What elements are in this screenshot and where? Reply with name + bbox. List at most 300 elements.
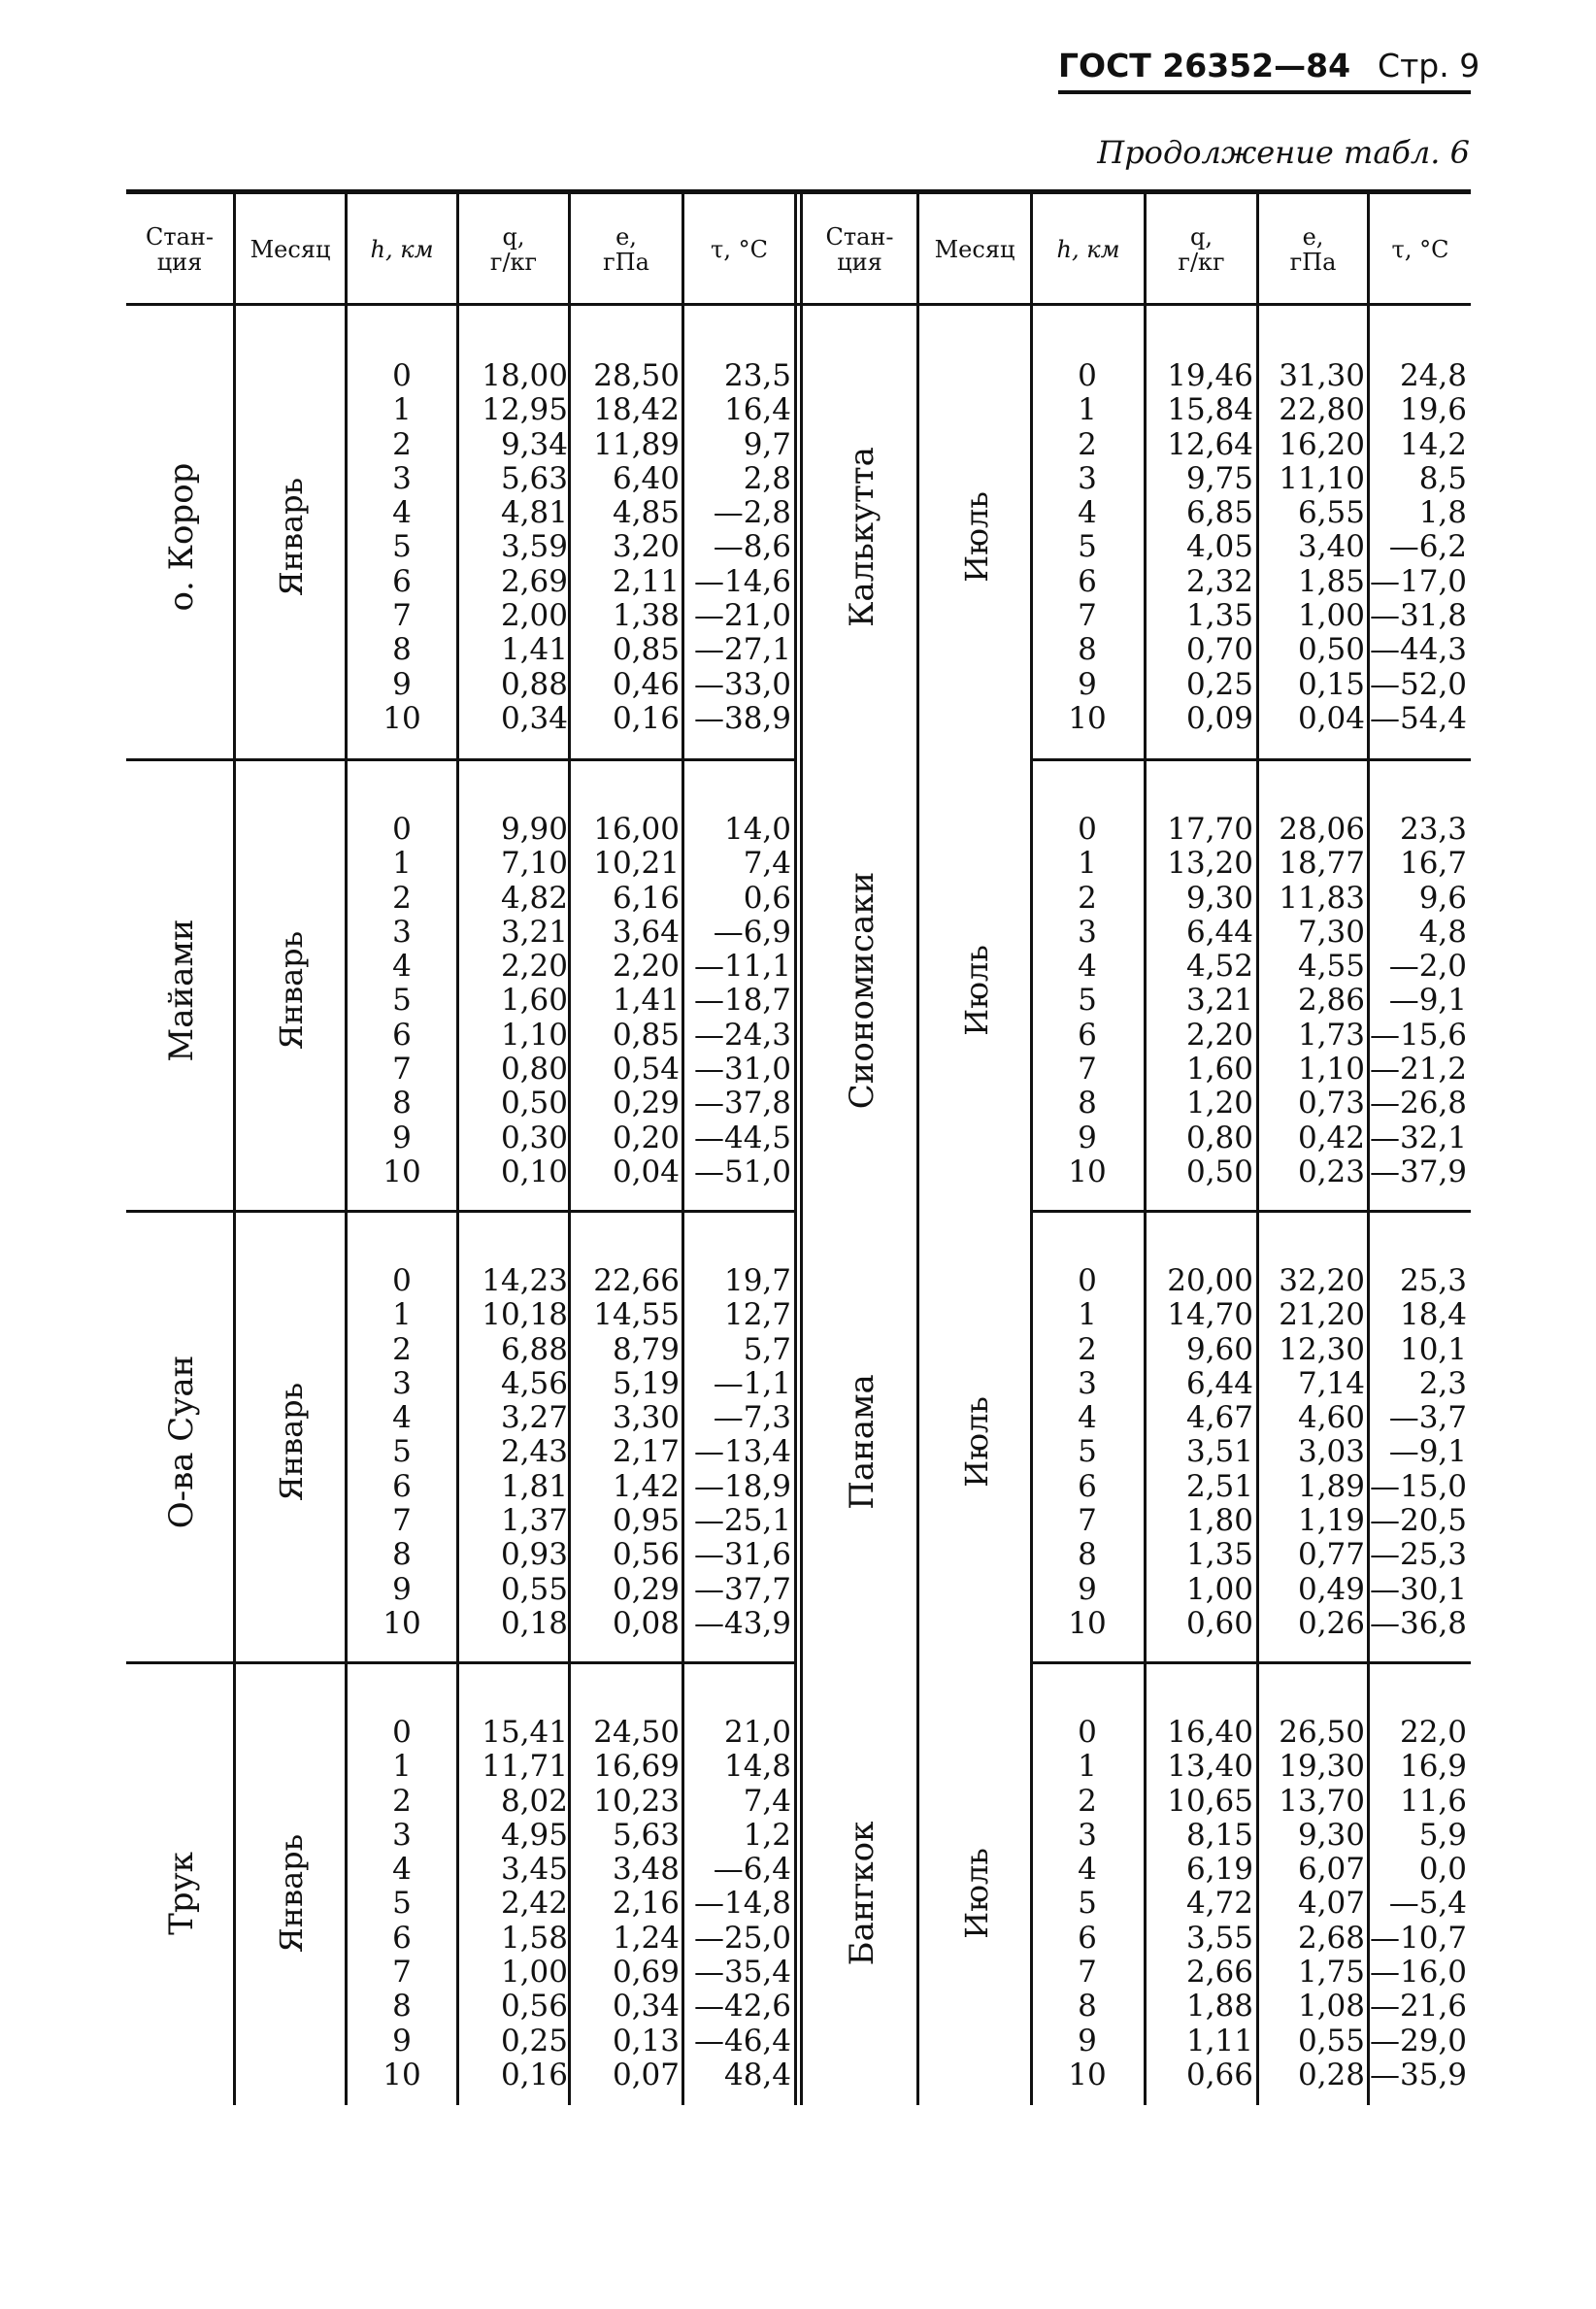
table-cell: 1 bbox=[392, 1297, 412, 1333]
table-cell: 2,42 bbox=[500, 1886, 568, 1922]
table-cell: —35,9 bbox=[1370, 2057, 1468, 2092]
table-cell: 6,55 bbox=[1297, 495, 1365, 531]
table-cell: 1,8 bbox=[1418, 495, 1467, 531]
table-cell: 12,30 bbox=[1279, 1331, 1365, 1367]
humidity-q-column bbox=[459, 813, 568, 1189]
table-cell: 4,55 bbox=[1297, 949, 1365, 985]
table-cell: 5,9 bbox=[1418, 1817, 1467, 1853]
table-cell: —37,7 bbox=[693, 1571, 791, 1607]
table-cell: 3,21 bbox=[500, 914, 568, 950]
table-cell: 3 bbox=[1078, 1365, 1097, 1401]
table-cell: 10,18 bbox=[482, 1297, 568, 1333]
table-cell: 0 bbox=[392, 358, 412, 393]
table-cell: 3,45 bbox=[500, 1852, 568, 1888]
table-cell: 10 bbox=[1068, 1154, 1107, 1189]
table-cell: —29,0 bbox=[1370, 2023, 1468, 2058]
table-cell: 0,50 bbox=[500, 1086, 568, 1121]
table-cell: 2 bbox=[392, 1783, 412, 1819]
table-cell: 0,6 bbox=[743, 880, 791, 916]
table-cell: 1 bbox=[1078, 846, 1097, 882]
table-cell: 3 bbox=[1078, 460, 1097, 496]
table-cell: 1,60 bbox=[500, 983, 568, 1019]
col-header-t-left: τ, °C bbox=[711, 235, 768, 263]
table-cell: 2 bbox=[1078, 1783, 1097, 1819]
table-cell: 1,42 bbox=[612, 1468, 680, 1504]
table-cell: 9 bbox=[392, 2023, 412, 2058]
table-cell: 8 bbox=[392, 1989, 412, 2025]
table-cell: 1,35 bbox=[1185, 598, 1253, 634]
table-cell: 2,86 bbox=[1297, 983, 1365, 1019]
table-cell: 6,19 bbox=[1185, 1852, 1253, 1888]
table-cell: 14,70 bbox=[1167, 1297, 1253, 1333]
table-cell: 16,69 bbox=[593, 1749, 680, 1785]
table-cell: 0,04 bbox=[612, 1154, 680, 1189]
temperature-column bbox=[684, 1264, 791, 1641]
table-cell: 0,26 bbox=[1297, 1605, 1365, 1641]
table-cell: 1,41 bbox=[500, 632, 568, 668]
table-cell: 7 bbox=[392, 1955, 412, 1991]
table-cell: —25,1 bbox=[693, 1503, 791, 1539]
table-cell: 7 bbox=[392, 1052, 412, 1088]
table-cell: 21,20 bbox=[1279, 1297, 1365, 1333]
table-cell: 1 bbox=[392, 846, 412, 882]
table-cell: 2,3 bbox=[1418, 1365, 1467, 1401]
table-cell: 0,07 bbox=[612, 2057, 680, 2092]
table-cell: 1,10 bbox=[500, 1017, 568, 1053]
col-header-month-right: Месяц bbox=[934, 235, 1015, 263]
table-cell: —21,6 bbox=[1370, 1989, 1468, 2025]
table-cell: 2 bbox=[1078, 426, 1097, 462]
station-block bbox=[0, 762, 1596, 1219]
table-cell: 3,20 bbox=[612, 529, 680, 565]
table-cell: 8,02 bbox=[500, 1783, 568, 1819]
table-cell: 5,63 bbox=[500, 460, 568, 496]
table-cell: 18,77 bbox=[1279, 846, 1365, 882]
table-cell: 18,4 bbox=[1399, 1297, 1467, 1333]
table-cell: 4,72 bbox=[1185, 1886, 1253, 1922]
table-cell: 0,56 bbox=[612, 1537, 680, 1573]
table-cell: 6 bbox=[392, 563, 412, 599]
table-cell: —7,3 bbox=[713, 1400, 791, 1436]
table-cell: 3,48 bbox=[612, 1852, 680, 1888]
table-cell: 2,66 bbox=[1185, 1955, 1253, 1991]
table-cell: 1,20 bbox=[1185, 1086, 1253, 1121]
table-cell: 10,65 bbox=[1167, 1783, 1253, 1819]
month-name-text: Июль bbox=[958, 1396, 995, 1488]
table-cell: 5 bbox=[392, 529, 412, 565]
table-cell: —16,0 bbox=[1370, 1955, 1468, 1991]
table-cell: 24,50 bbox=[593, 1715, 680, 1750]
table-cell: 1 bbox=[1078, 1749, 1097, 1785]
table-cell: —20,5 bbox=[1370, 1503, 1468, 1539]
table-cell: —44,5 bbox=[693, 1120, 791, 1155]
temperature-column bbox=[1370, 813, 1467, 1189]
table-cell: 32,20 bbox=[1279, 1263, 1365, 1298]
table-cell: 1,08 bbox=[1297, 1989, 1365, 2025]
table-cell: 0,54 bbox=[612, 1052, 680, 1088]
table-cell: 18,00 bbox=[482, 358, 568, 393]
table-cell: 4,85 bbox=[612, 495, 680, 531]
table-cell: 0,23 bbox=[1297, 1154, 1365, 1189]
table-cell: 8,15 bbox=[1185, 1817, 1253, 1853]
table-cell: 23,5 bbox=[723, 358, 791, 393]
table-cell: 19,46 bbox=[1167, 358, 1253, 393]
table-cell: 4,52 bbox=[1185, 949, 1253, 985]
table-cell: 0,88 bbox=[500, 666, 568, 702]
table-cell: 4,07 bbox=[1297, 1886, 1365, 1922]
table-cell: 0,20 bbox=[612, 1120, 680, 1155]
table-cell: 11,89 bbox=[593, 426, 680, 462]
table-cell: 0,49 bbox=[1297, 1571, 1365, 1607]
table-cell: —31,0 bbox=[693, 1052, 791, 1088]
table-cell: 7 bbox=[392, 1503, 412, 1539]
table-cell: 21,0 bbox=[723, 1715, 791, 1750]
table-cell: —37,8 bbox=[693, 1086, 791, 1121]
vapor-pressure-e-column bbox=[1259, 359, 1365, 736]
table-cell: 0,70 bbox=[1185, 632, 1253, 668]
table-cell: 16,40 bbox=[1167, 1715, 1253, 1750]
table-cell: 12,7 bbox=[723, 1297, 791, 1333]
table-cell: 2,00 bbox=[500, 598, 568, 634]
table-cell: —42,6 bbox=[693, 1989, 791, 2025]
table-cell: 3,59 bbox=[500, 529, 568, 565]
table-cell: 4 bbox=[1078, 495, 1097, 531]
table-cell: 9,90 bbox=[500, 812, 568, 847]
table-cell: —2,8 bbox=[713, 495, 791, 531]
page-number: Стр. 9 bbox=[1378, 47, 1480, 84]
table-cell: 14,2 bbox=[1399, 426, 1467, 462]
table-cell: 1,88 bbox=[1185, 1989, 1253, 2025]
table-cell: 3,27 bbox=[500, 1400, 568, 1436]
table-cell: 13,70 bbox=[1279, 1783, 1365, 1819]
table-cell: 9 bbox=[392, 1120, 412, 1155]
table-cell: 5 bbox=[1078, 529, 1097, 565]
table-cell: 10 bbox=[382, 1605, 421, 1641]
table-cell: 7 bbox=[1078, 1955, 1097, 1991]
temperature-column bbox=[684, 813, 791, 1189]
table-cell: 7,10 bbox=[500, 846, 568, 882]
table-cell: 6 bbox=[392, 1920, 412, 1956]
table-cell: 0 bbox=[392, 1715, 412, 1750]
table-cell: 10,21 bbox=[593, 846, 680, 882]
height-column bbox=[348, 1264, 456, 1641]
table-cell: 5 bbox=[392, 1886, 412, 1922]
table-cell: 3 bbox=[392, 1817, 412, 1853]
table-cell: 12,95 bbox=[482, 392, 568, 428]
temperature-column bbox=[1370, 1716, 1467, 2092]
table-cell: 7,4 bbox=[743, 846, 791, 882]
table-cell: 7 bbox=[1078, 1503, 1097, 1539]
table-cell: 16,7 bbox=[1399, 846, 1467, 882]
humidity-q-column bbox=[1147, 813, 1253, 1189]
table-cell: 1,80 bbox=[1185, 1503, 1253, 1539]
table-cell: —44,3 bbox=[1370, 632, 1468, 668]
table-cell: 4,67 bbox=[1185, 1400, 1253, 1436]
table-cell: 9,7 bbox=[743, 426, 791, 462]
vapor-pressure-e-column bbox=[1259, 1264, 1365, 1641]
month-name-text: Январь bbox=[273, 930, 310, 1051]
table-cell: 0,04 bbox=[1297, 700, 1365, 736]
vapor-pressure-e-column bbox=[1259, 1716, 1365, 2092]
height-column bbox=[348, 1716, 456, 2092]
table-cell: 6 bbox=[392, 1017, 412, 1053]
table-cell: —30,1 bbox=[1370, 1571, 1468, 1607]
table-cell: 2,20 bbox=[500, 949, 568, 985]
table-cell: 9,60 bbox=[1185, 1331, 1253, 1367]
table-cell: 19,7 bbox=[723, 1263, 791, 1298]
table-cell: 3,55 bbox=[1185, 1920, 1253, 1956]
table-cell: 10 bbox=[1068, 700, 1107, 736]
table-cell: 22,0 bbox=[1399, 1715, 1467, 1750]
station-name-text: Бангкок bbox=[843, 1821, 881, 1966]
table-cell: 8 bbox=[392, 1537, 412, 1573]
table-cell: 4,95 bbox=[500, 1817, 568, 1853]
humidity-q-column bbox=[1147, 1264, 1253, 1641]
table-cell: —27,1 bbox=[693, 632, 791, 668]
table-cell: 2 bbox=[1078, 880, 1097, 916]
table-cell: 0 bbox=[1078, 358, 1097, 393]
table-cell: 9 bbox=[392, 1571, 412, 1607]
table-cell: 1,41 bbox=[612, 983, 680, 1019]
table-cell: 3 bbox=[1078, 1817, 1097, 1853]
table-cell: 6,44 bbox=[1185, 1365, 1253, 1401]
month-name-text: Январь bbox=[273, 1382, 310, 1502]
table-cell: 1,37 bbox=[500, 1503, 568, 1539]
table-cell: 9,6 bbox=[1418, 880, 1467, 916]
table-cell: 9,30 bbox=[1185, 880, 1253, 916]
table-cell: 2 bbox=[392, 880, 412, 916]
table-cell: 4 bbox=[1078, 1400, 1097, 1436]
table-cell: 15,41 bbox=[482, 1715, 568, 1750]
month-name-text: Январь bbox=[273, 477, 310, 597]
humidity-q-column bbox=[459, 1716, 568, 2092]
height-column bbox=[1033, 359, 1142, 736]
col-header-station-left: Стан- ция bbox=[145, 223, 215, 276]
table-cell: 8 bbox=[392, 1086, 412, 1121]
humidity-q-column bbox=[1147, 1716, 1253, 2092]
table-cell: 6 bbox=[392, 1468, 412, 1504]
table-cell: —6,2 bbox=[1388, 529, 1467, 565]
table-cell: 8,79 bbox=[612, 1331, 680, 1367]
vapor-pressure-e-column bbox=[571, 1264, 680, 1641]
table-cell: 8,5 bbox=[1418, 460, 1467, 496]
table-cell: 25,3 bbox=[1399, 1263, 1467, 1298]
table-cell: —21,2 bbox=[1370, 1052, 1468, 1088]
table-cell: 4,81 bbox=[500, 495, 568, 531]
table-cell: 1,00 bbox=[500, 1955, 568, 1991]
table-cell: 1,81 bbox=[500, 1468, 568, 1504]
table-cell: 3,03 bbox=[1297, 1434, 1365, 1470]
temperature-column bbox=[684, 1716, 791, 2092]
table-cell: 0,73 bbox=[1297, 1086, 1365, 1121]
table-cell: 17,70 bbox=[1167, 812, 1253, 847]
table-cell: 12,64 bbox=[1167, 426, 1253, 462]
col-header-e-left: e, гПа bbox=[603, 223, 649, 276]
table-cell: 2,16 bbox=[612, 1886, 680, 1922]
table-cell: —43,9 bbox=[693, 1605, 791, 1641]
table-cell: 0 bbox=[1078, 812, 1097, 847]
station-name-text: Панама bbox=[843, 1374, 881, 1510]
table-cell: 11,6 bbox=[1399, 1783, 1467, 1819]
table-cell: 5 bbox=[1078, 1434, 1097, 1470]
table-cell: 1,75 bbox=[1297, 1955, 1365, 1991]
table-cell: 2 bbox=[1078, 1331, 1097, 1367]
table-cell: 5,19 bbox=[612, 1365, 680, 1401]
table-cell: 10 bbox=[382, 700, 421, 736]
humidity-q-column bbox=[1147, 359, 1253, 736]
gost-number: ГОСТ 26352—84 bbox=[1058, 47, 1351, 84]
block-separator bbox=[126, 1210, 794, 1213]
month-name-text: Январь bbox=[273, 1833, 310, 1954]
table-cell: 0,09 bbox=[1185, 700, 1253, 736]
table-cell: —32,1 bbox=[1370, 1120, 1468, 1155]
block-separator bbox=[1030, 1210, 1471, 1213]
table-cell: 0,34 bbox=[500, 700, 568, 736]
table-cell: 5 bbox=[392, 1434, 412, 1470]
table-cell: 2 bbox=[392, 426, 412, 462]
table-cell: —3,7 bbox=[1388, 1400, 1467, 1436]
table-cell: 0,30 bbox=[500, 1120, 568, 1155]
table-cell: 0,80 bbox=[1185, 1120, 1253, 1155]
table-cell: 0,10 bbox=[500, 1154, 568, 1189]
table-cell: 7 bbox=[1078, 598, 1097, 634]
table-cell: 0,85 bbox=[612, 1017, 680, 1053]
table-cell: 1 bbox=[1078, 1297, 1097, 1333]
table-cell: 10,23 bbox=[593, 1783, 680, 1819]
table-cell: 0 bbox=[392, 1263, 412, 1298]
table-cell: 0,46 bbox=[612, 666, 680, 702]
temperature-column bbox=[1370, 359, 1467, 736]
table-cell: 6,88 bbox=[500, 1331, 568, 1367]
table-cell: 9 bbox=[1078, 1120, 1097, 1155]
table-cell: 28,50 bbox=[593, 358, 680, 393]
table-cell: —6,9 bbox=[713, 914, 791, 950]
table-cell: —37,9 bbox=[1370, 1154, 1468, 1189]
table-cell: 3,51 bbox=[1185, 1434, 1253, 1470]
table-cell: 0,15 bbox=[1297, 666, 1365, 702]
table-cell: 5 bbox=[392, 983, 412, 1019]
table-cell: 10,1 bbox=[1399, 1331, 1467, 1367]
table-cell: 1,2 bbox=[743, 1817, 791, 1853]
station-name-text: Майами bbox=[162, 919, 201, 1062]
table-cell: 2,20 bbox=[612, 949, 680, 985]
col-header-h-right: h, км bbox=[1056, 235, 1120, 263]
table-cell: 22,66 bbox=[593, 1263, 680, 1298]
table-cell: 0,55 bbox=[500, 1571, 568, 1607]
month-name-text: Июль bbox=[958, 1848, 995, 1939]
table-cell: —25,0 bbox=[693, 1920, 791, 1956]
table-cell: 14,8 bbox=[723, 1749, 791, 1785]
table-cell: 6,85 bbox=[1185, 495, 1253, 531]
table-cell: —15,6 bbox=[1370, 1017, 1468, 1053]
table-cell: —14,6 bbox=[693, 563, 791, 599]
table-cell: 0 bbox=[1078, 1715, 1097, 1750]
table-cell: 0,93 bbox=[500, 1537, 568, 1573]
table-cell: 0,29 bbox=[612, 1571, 680, 1607]
table-cell: 0 bbox=[392, 812, 412, 847]
table-cell: 3 bbox=[392, 914, 412, 950]
block-separator bbox=[126, 1661, 794, 1664]
table-cell: 5,7 bbox=[743, 1331, 791, 1367]
table-cell: 3,64 bbox=[612, 914, 680, 950]
table-cell: 48,4 bbox=[723, 2057, 791, 2092]
table-cell: —11,1 bbox=[693, 949, 791, 985]
table-cell: 4 bbox=[392, 1852, 412, 1888]
table-cell: —10,7 bbox=[1370, 1920, 1468, 1956]
table-cell: 9,75 bbox=[1185, 460, 1253, 496]
block-separator bbox=[1030, 1661, 1471, 1664]
table-cell: 1,85 bbox=[1297, 563, 1365, 599]
table-cell: 18,42 bbox=[593, 392, 680, 428]
station-name-text: О-ва Суан bbox=[162, 1355, 201, 1529]
table-cell: 0,66 bbox=[1185, 2057, 1253, 2092]
month-name-text: Июль bbox=[958, 491, 995, 583]
table-cell: —46,4 bbox=[693, 2023, 791, 2058]
table-cell: 11,71 bbox=[482, 1749, 568, 1785]
table-cell: 2,32 bbox=[1185, 563, 1253, 599]
height-column bbox=[348, 813, 456, 1189]
table-cell: 5 bbox=[1078, 983, 1097, 1019]
table-cell: 26,50 bbox=[1279, 1715, 1365, 1750]
table-cell: 0,0 bbox=[1418, 1852, 1467, 1888]
height-column bbox=[1033, 1264, 1142, 1641]
col-header-q-left: q, г/кг bbox=[489, 223, 538, 276]
table-cell: 9 bbox=[392, 666, 412, 702]
table-cell: 3,40 bbox=[1297, 529, 1365, 565]
table-cell: 16,9 bbox=[1399, 1749, 1467, 1785]
table-cell: 7,4 bbox=[743, 1783, 791, 1819]
table-cell: 3,30 bbox=[612, 1400, 680, 1436]
table-cell: 9 bbox=[1078, 666, 1097, 702]
table-cell: 1,24 bbox=[612, 1920, 680, 1956]
table-cell: 1,11 bbox=[1185, 2023, 1253, 2058]
table-cell: —18,9 bbox=[693, 1468, 791, 1504]
table-cell: —52,0 bbox=[1370, 666, 1468, 702]
table-cell: 9 bbox=[1078, 1571, 1097, 1607]
table-cell: 1,60 bbox=[1185, 1052, 1253, 1088]
table-cell: —31,6 bbox=[693, 1537, 791, 1573]
table-cell: 9,30 bbox=[1297, 1817, 1365, 1853]
table-cell: 0,85 bbox=[612, 632, 680, 668]
table-cell: 2,68 bbox=[1297, 1920, 1365, 1956]
table-cell: 7,14 bbox=[1297, 1365, 1365, 1401]
table-cell: 8 bbox=[1078, 1989, 1097, 2025]
table-cell: 20,00 bbox=[1167, 1263, 1253, 1298]
table-cell: 2 bbox=[392, 1331, 412, 1367]
table-cell: 31,30 bbox=[1279, 358, 1365, 393]
table-cell: 4 bbox=[392, 495, 412, 531]
table-cell: 8 bbox=[1078, 632, 1097, 668]
table-cell: 15,84 bbox=[1167, 392, 1253, 428]
station-name-text: о. Корор bbox=[162, 462, 201, 612]
table-cell: 1,00 bbox=[1297, 598, 1365, 634]
table-cell: 5,63 bbox=[612, 1817, 680, 1853]
col-header-h-left: h, км bbox=[370, 235, 434, 263]
table-cell: 0,34 bbox=[612, 1989, 680, 2025]
table-cell: —51,0 bbox=[693, 1154, 791, 1189]
table-cell: 10 bbox=[1068, 1605, 1107, 1641]
table-cell: 9 bbox=[1078, 2023, 1097, 2058]
table-cell: —18,7 bbox=[693, 983, 791, 1019]
table-cell: 11,83 bbox=[1279, 880, 1365, 916]
height-column bbox=[348, 359, 456, 736]
table-cell: —9,1 bbox=[1388, 983, 1467, 1019]
table-cell: —15,0 bbox=[1370, 1468, 1468, 1504]
table-cell: 0,28 bbox=[1297, 2057, 1365, 2092]
table-cell: —6,4 bbox=[713, 1852, 791, 1888]
table-cell: 1,35 bbox=[1185, 1537, 1253, 1573]
table-cell: 2,69 bbox=[500, 563, 568, 599]
